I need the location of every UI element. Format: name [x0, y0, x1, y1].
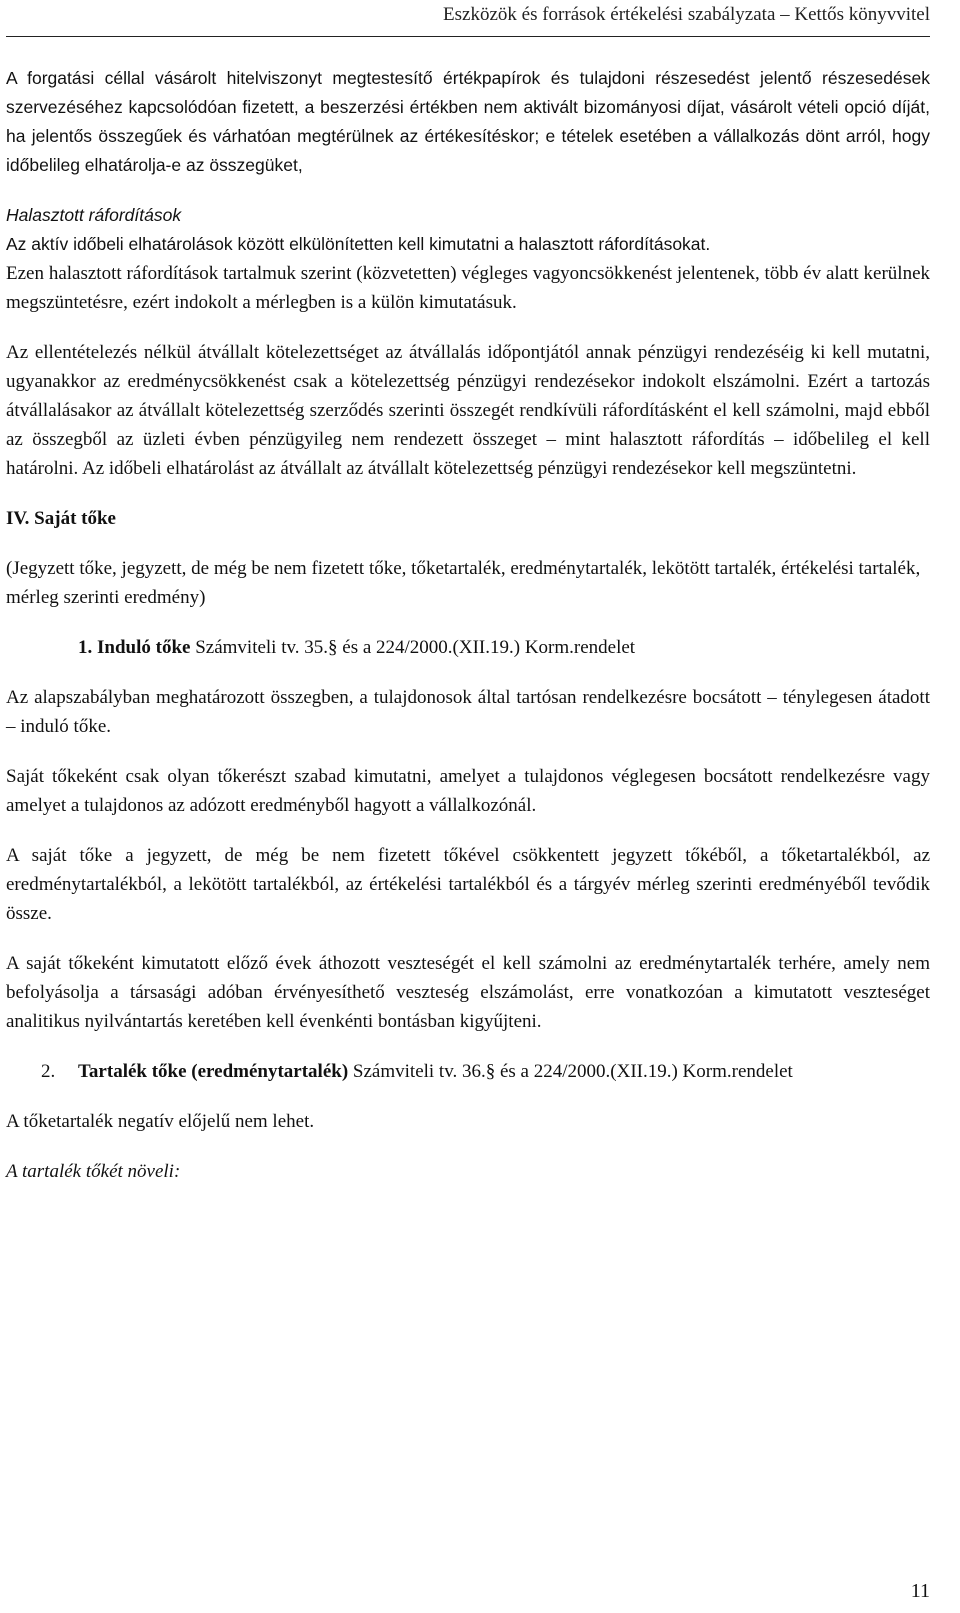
document-body — [6, 64, 930, 1186]
paragraph-assumed-liability: Az ellentételezés nélkül átvállalt kötelezettséget az átvállalás időpontjától annak pénzügyi rendezéséig ki kell mutatni, ugyanakkor az eredménycsökkenést csak a kötelezettség pénzügyi rendezésekor indokolt elszámolni. Ezért a tartozás átvállalásakor az átvállalt kötelezettség szerződés szerinti összegét rendkívüli ráfordításként el kell számolni, majd ebből az összegből az üzleti évben pénzügyileg nem rendezett összeget – mint halasztott ráfordítás – időbelileg el kell határolni. Az időbeli elhatárolást az átvállalt az átvállalt kötelezettség pénzügyi rendezésekor kell megszüntetni. — [6, 342, 930, 479]
paragraph-equity-components: (Jegyzett tőke, jegyzett, de még be nem fizetett tőke, tőketartalék, eredménytartalék, lekötött tartalék, értékelési tartalék, mérleg szerinti eredmény) — [6, 558, 921, 608]
running-header: Eszközök és források értékelési szabályzata – Kettős könyvvitel — [443, 4, 930, 25]
paragraph-deferred-accruals: Az aktív időbeli elhatárolások között elkülönítetten kell kimutatni a halasztott ráfordításokat. — [6, 234, 711, 254]
subheading-deferred-expenses: Halasztott ráfordítások — [6, 205, 182, 225]
paragraph-equity-part: Saját tőkeként csak olyan tőkerészt szabad kimutatni, amelyet a tulajdonos véglegesen bocsátott rendelkezésre vagy amelyet a tulajdonos az adózott eredményből hagyott a vállalkozónál. — [6, 766, 930, 816]
item-reference: Számviteli tv. 35.§ és a 224/2000.(XII.19.) Korm.rendelet — [190, 637, 636, 658]
section-title: Saját tőke — [34, 508, 116, 529]
paragraph-purchase-fees: A forgatási céllal vásárolt hitelviszonyt megtestesítő értékpapírok és tulajdoni részesedést jelentő részesedések szervezéséhez kapcsolódóan fizetett, a beszerzési értékben nem aktivált bizományosi díjat, vásárolt vételi opció díját, ha jelentős összegűek és várhatóan megtérülnek az értékesítéskor; e tételek esetében a vállalkozás dönt arról, hogy időbelileg elhatárolja-e az összegüket, — [6, 68, 930, 175]
section-number: IV. — [6, 508, 30, 529]
paragraph-capital-reserve-negative: A tőketartalék negatív előjelű nem lehet. — [6, 1111, 315, 1132]
item-number: 1. — [78, 637, 93, 658]
item-title: Tartalék tőke (eredménytartalék) — [78, 1061, 349, 1082]
paragraph-reserve-increase: A tartalék tőkét növeli: — [6, 1161, 181, 1182]
paragraph-articles: Az alapszabályban meghatározott összegben, a tulajdonosok által tartósan rendelkezésre bocsátott – ténylegesen átadott – induló tőke. — [6, 687, 930, 737]
paragraph-deferred-content: Ezen halasztott ráfordítások tartalmuk szerint (közvetetten) végleges vagyoncsökkenést jelentenek, több év alatt kerülnek megszüntetésre, ezért indokolt a mérlegben is a külön kimutatásuk. — [6, 263, 930, 313]
page-number: 11 — [910, 1580, 930, 1602]
item-reference: Számviteli tv. 36.§ és a 224/2000.(XII.19.) Korm.rendelet — [348, 1061, 793, 1082]
paragraph-equity-composition: A saját tőke a jegyzett, de még be nem fizetett tőkével csökkentett jegyzett tőkéből, a tőketartalékból, az eredménytartalékból, a lekötött tartalékból, az értékelési tartalékból és a tárgyév mérleg szerinti eredményéből tevődik össze. — [6, 845, 930, 924]
item-title: Induló tőke — [97, 637, 191, 658]
list-item-reserve-capital — [6, 1057, 930, 1086]
paragraph-prior-losses: A saját tőkeként kimutatott előző évek áthozott veszteségét el kell számolni az eredménytartalék terhére, amely nem befolyásolja a társasági adóban érvényesíthető veszteség elszámolást, erre vonatkozóan a kimutatott veszteséget analitikus nyilvántartás keretében kell évenkénti bontásban kigyűjteni. — [6, 953, 930, 1032]
section-heading — [6, 504, 930, 533]
header-rule — [6, 36, 930, 37]
item-number: 2. — [41, 1061, 56, 1082]
list-item-initial-capital — [6, 633, 930, 662]
